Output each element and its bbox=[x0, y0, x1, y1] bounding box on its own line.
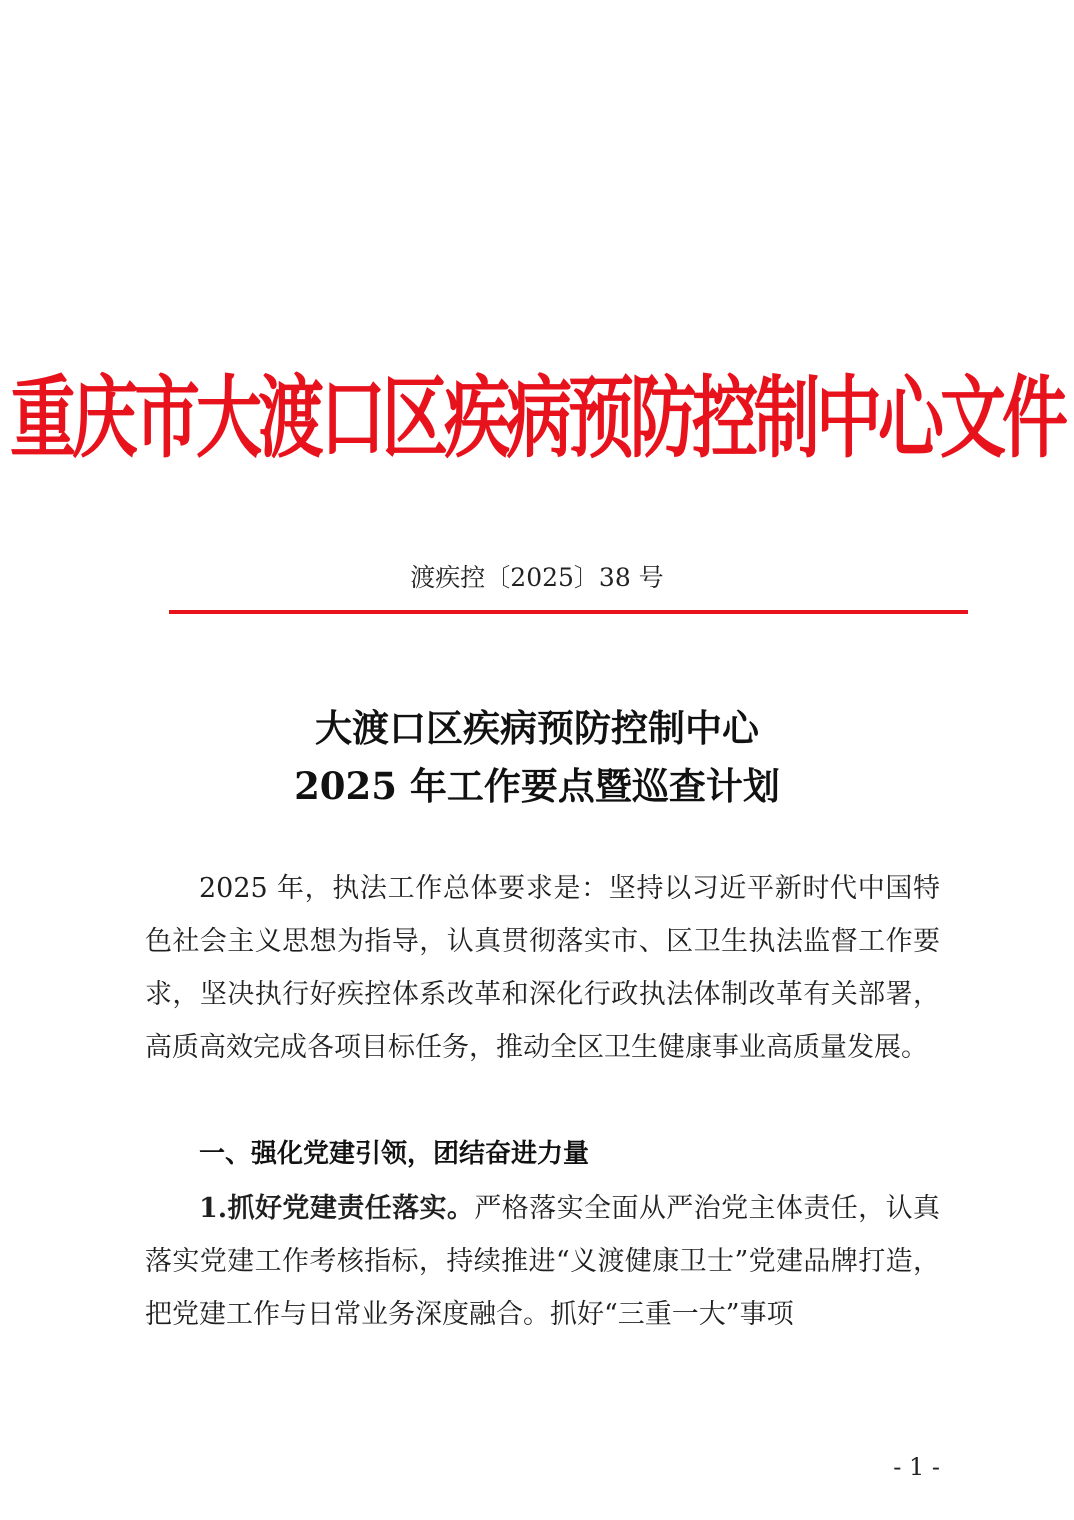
item-1-lead: 1.抓好党建责任落实。 bbox=[199, 1193, 475, 1224]
item-1-text: 严格落实全面从严治党主体责任，认真落实党建工作考核指标，持续推进“义渡健康卫士”党建品牌打造，把党建工作与日常业务深度融合。抓好“三重一大”事项 bbox=[145, 1193, 941, 1330]
document-title-line2: 2025 年工作要点暨巡查计划 bbox=[294, 764, 780, 808]
document-number: 渡疾控〔2025〕38 号 bbox=[410, 563, 664, 592]
section-heading-1: 一、强化党建引领，团结奋进力量 bbox=[199, 1139, 590, 1169]
page-number: - 1 - bbox=[893, 1453, 940, 1481]
item-1-paragraph bbox=[145, 1182, 940, 1341]
header-divider bbox=[169, 610, 968, 614]
document-header-title: 重庆市大渡口区疾病预防控制中心文件 bbox=[10, 366, 1064, 471]
document-title-line1: 大渡口区疾病预防控制中心 bbox=[315, 706, 759, 750]
intro-paragraph: 2025 年，执法工作总体要求是：坚持以习近平新时代中国特色社会主义思想为指导，认真贯彻落实市、区卫生执法监督工作要求，坚决执行好疾控体系改革和深化行政执法体制改革有关部署，高质高效完成各项目标任务，推动全区卫生健康事业高质量发展。 bbox=[145, 873, 940, 1063]
